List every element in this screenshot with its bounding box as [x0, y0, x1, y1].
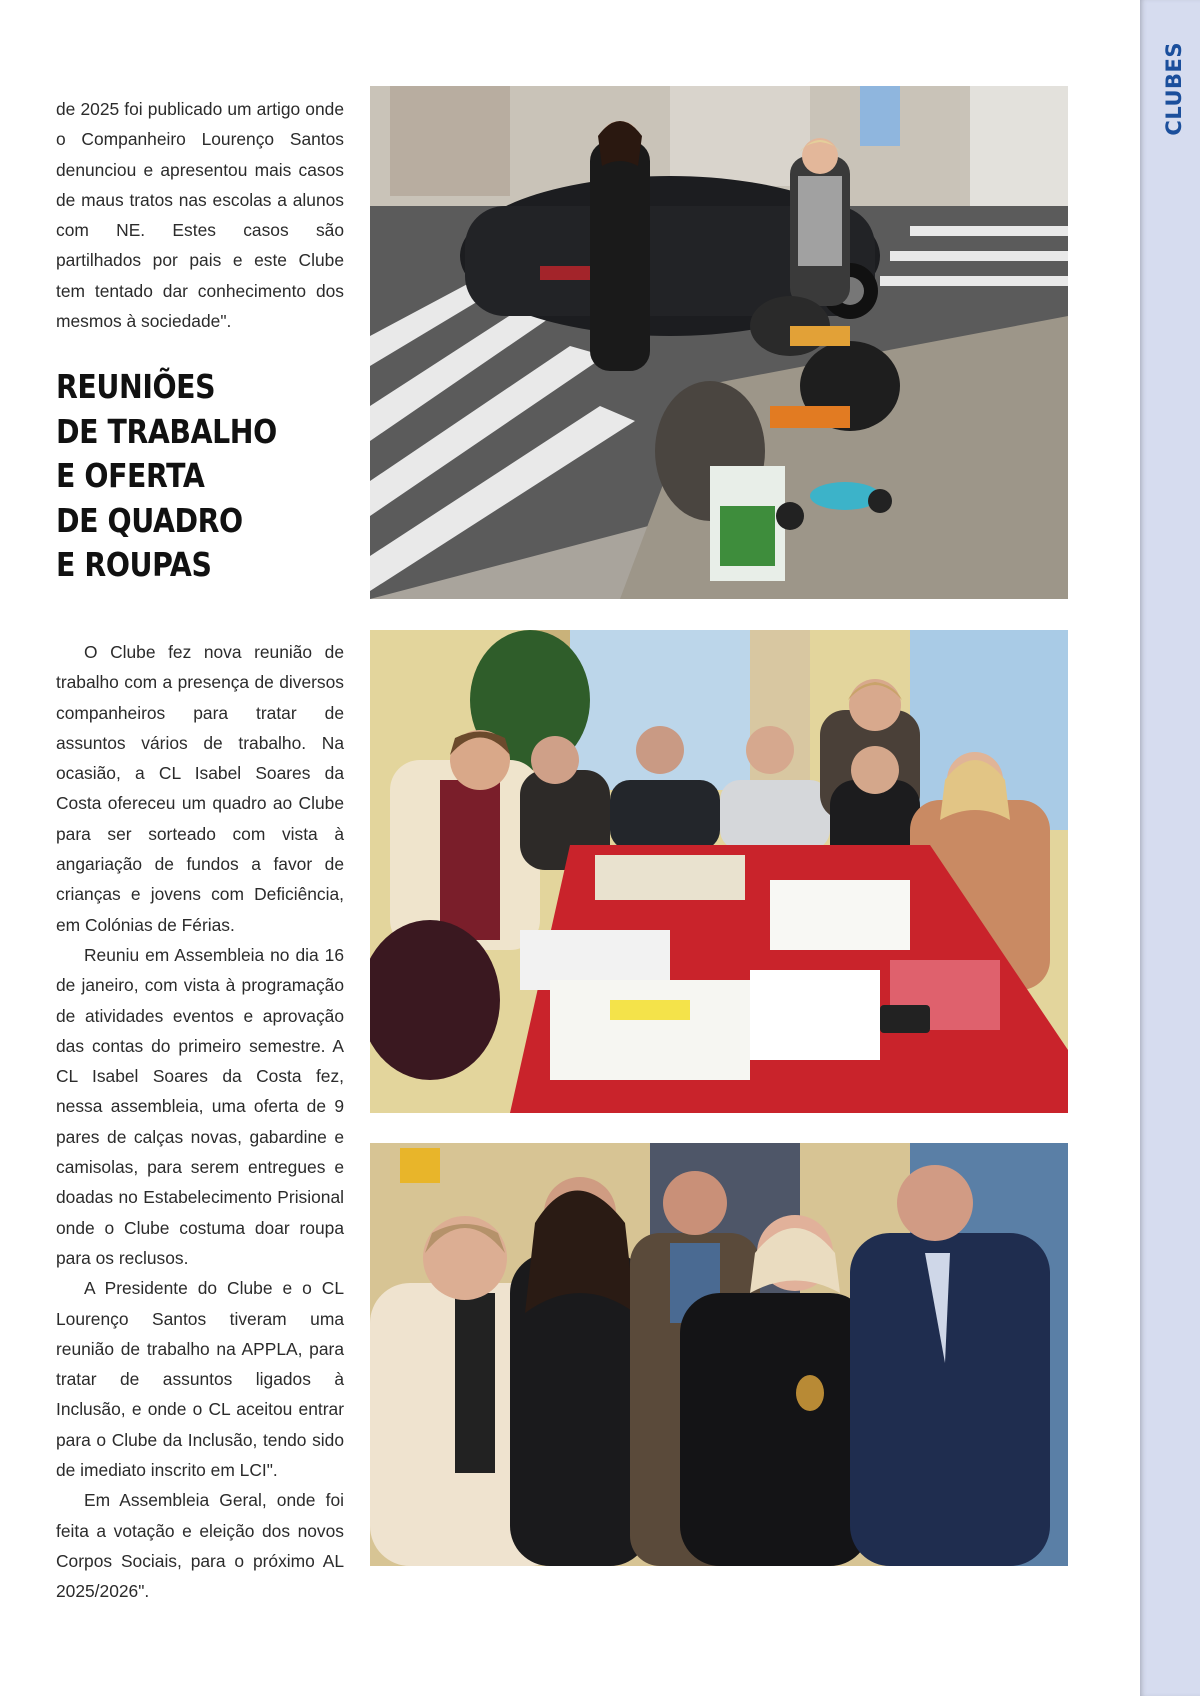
body-paragraph: A Presidente do Clube e o CL Lourenço Santos tiveram uma reunião de trabalho na APPLA, para tratar de assuntos ligados à Inclusão, e onde o CL aceitou entrar para o Clube da Inclusão, tendo sido de imediato inscrito em LCI". [56, 1278, 344, 1481]
intro-paragraph: de 2025 foi publicado um artigo onde o Companheiro Lourenço Santos denunciou e apresentou mais casos de maus tratos nas escolas a alunos com NE. Estes casos são partilhados por pais e este Clube tem tentado dar conhecimento dos mesmos à sociedade". [56, 99, 344, 332]
sidebar-strip [1140, 0, 1200, 1696]
body-paragraph: O Clube fez nova reunião de trabalho com a presença de diversos companheiros para tratar de assuntos vários de trabalho. Na ocasião, a CL Isabel Soares da Costa ofereceu um quadro ao Clube para ser sorteado com vista à angariação de fundos a favor de crianças e jovens com Deficiência, em Colónias de Férias. [56, 642, 344, 935]
photo-club-meeting [370, 630, 1068, 1113]
section-label: CLUBES [1162, 42, 1186, 136]
photo-donations-street [370, 86, 1068, 599]
intro-column [56, 94, 344, 336]
heading-line: E ROUPAS [56, 545, 212, 584]
body-column [56, 637, 344, 1607]
heading-line: REUNIÕES [56, 367, 216, 406]
heading-line: DE TRABALHO [56, 411, 277, 451]
heading-line: E OFERTA [56, 456, 205, 495]
body-paragraph: Em Assembleia Geral, onde foi feita a votação e eleição dos novos Corpos Sociais, para o próximo AL 2025/2026". [56, 1490, 344, 1602]
photo-group-ceremony [370, 1143, 1068, 1566]
section-heading [56, 365, 304, 588]
heading-line: DE QUADRO [56, 500, 243, 540]
body-paragraph: Reuniu em Assembleia no dia 16 de janeiro, com vista à programação de atividades eventos e aprovação das contas do primeiro semestre. A CL Isabel Soares da Costa fez, nessa assembleia, uma oferta de 9 pares de calças novas, gabardine e camisolas, para serem entregues e doadas no Estabelecimento Prisional onde o Clube costuma doar roupa para os reclusos. [56, 944, 344, 1268]
